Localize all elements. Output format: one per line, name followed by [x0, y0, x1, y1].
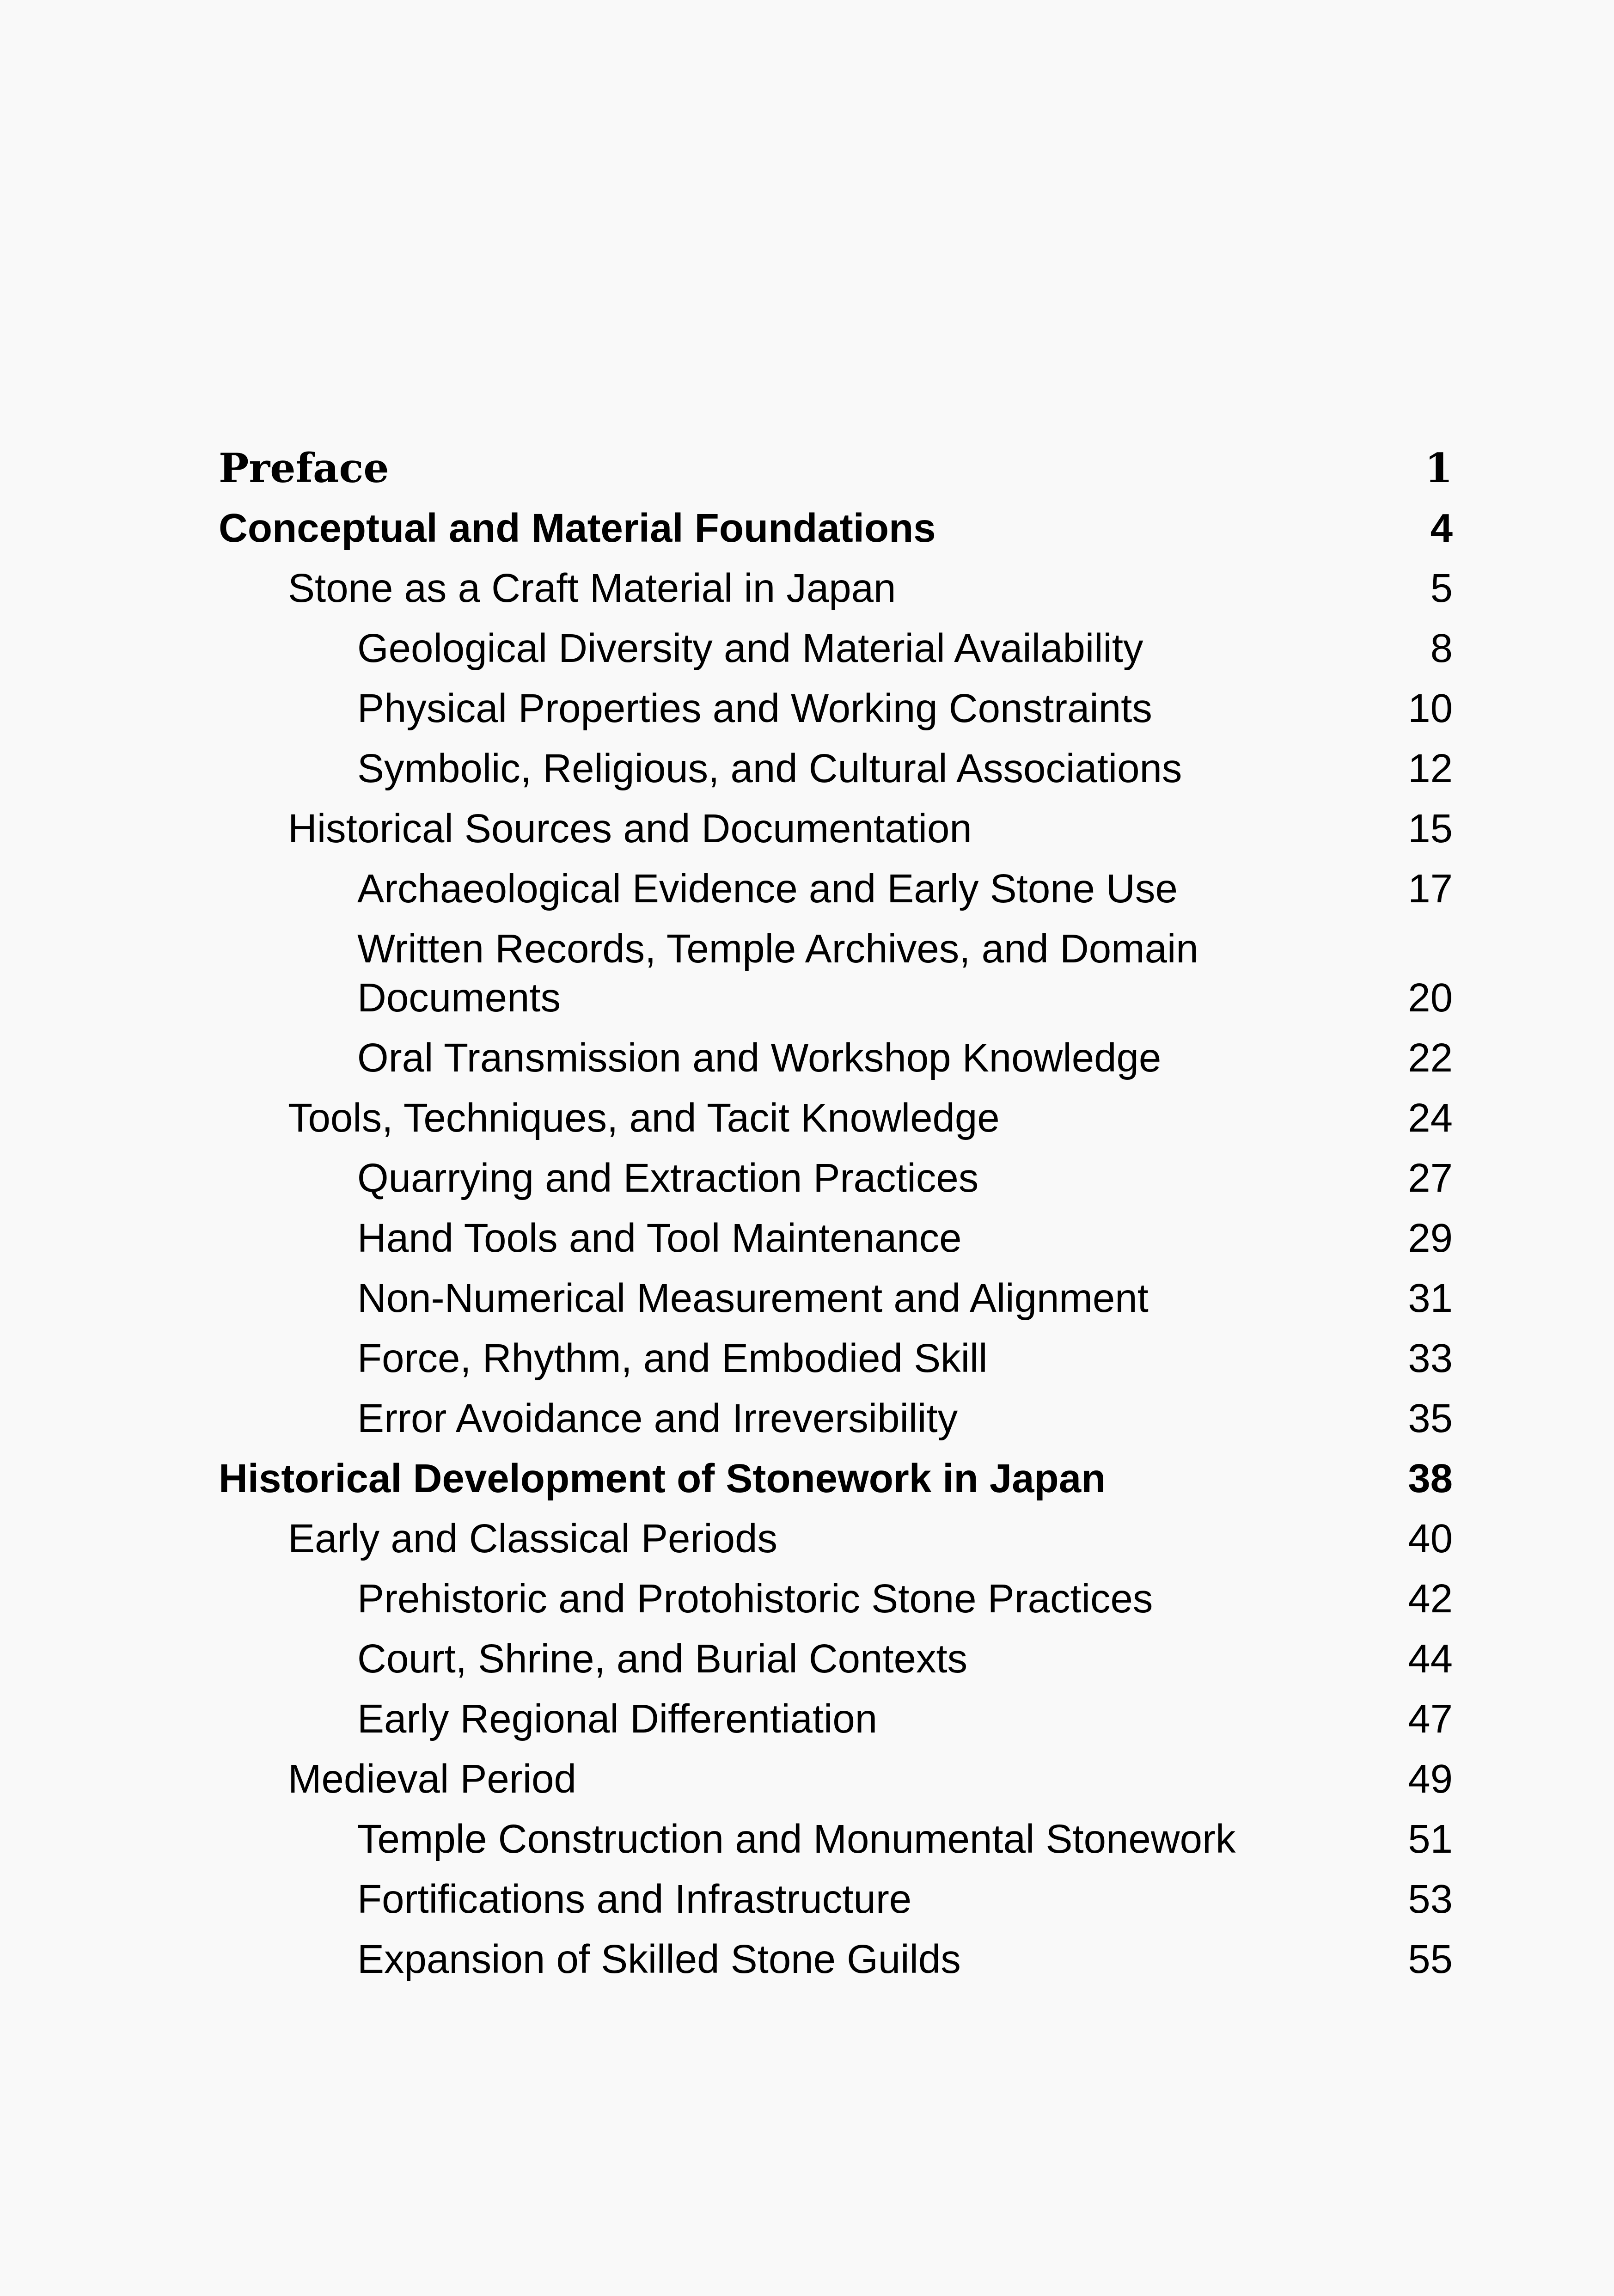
toc-entry-page-number: 15: [1408, 806, 1453, 851]
toc-entry-title: Medieval Period: [288, 1757, 576, 1801]
toc-entry-page-number: 38: [1408, 1456, 1453, 1501]
toc-entry-title: Non-Numerical Measurement and Alignment: [357, 1276, 1149, 1321]
toc-entry: [219, 1334, 1453, 1383]
toc-entry-page-number: 40: [1408, 1516, 1453, 1561]
toc-entry-title: Preface: [219, 444, 389, 492]
toc-entry-title: Hand Tools and Tool Maintenance: [357, 1216, 962, 1261]
toc-entry-title: Fortifications and Infrastructure: [357, 1877, 912, 1922]
toc-entry-page-number: 5: [1430, 566, 1453, 611]
toc-entry-title: Early and Classical Periods: [288, 1516, 777, 1561]
toc-entry: [219, 1695, 1453, 1744]
toc-entry-page-number: 53: [1408, 1877, 1453, 1922]
toc-entry: [219, 804, 1453, 853]
toc-entry-page-number: 17: [1408, 866, 1453, 911]
toc-entry-page-number: 31: [1408, 1276, 1453, 1321]
toc-entry-page-number: 55: [1408, 1937, 1453, 1982]
toc-entry-page-number: 44: [1408, 1636, 1453, 1681]
toc-entry: [219, 1815, 1453, 1864]
toc-entry-title: Written Records, Temple Archives, and Domain Documents: [357, 926, 1198, 1020]
toc-entry: [219, 744, 1453, 793]
toc-entry-title: Error Avoidance and Irreversibility: [357, 1396, 958, 1441]
toc-entry: [219, 1454, 1453, 1503]
toc-entry: [219, 925, 1453, 1022]
toc-entry-title: Historical Sources and Documentation: [288, 806, 972, 851]
toc-entry-title: Temple Construction and Monumental Stonework: [357, 1817, 1236, 1861]
toc-entry: [219, 1635, 1453, 1684]
toc-entry-title: Force, Rhythm, and Embodied Skill: [357, 1336, 988, 1381]
toc-entry-page-number: 33: [1408, 1336, 1453, 1381]
toc-entry-page-number: 8: [1430, 626, 1453, 671]
toc-entry: [219, 1034, 1453, 1083]
toc-entry-title: Court, Shrine, and Burial Contexts: [357, 1636, 968, 1681]
toc-entry: [219, 504, 1453, 553]
toc-entry-title: Expansion of Skilled Stone Guilds: [357, 1937, 961, 1982]
toc-entry: [219, 564, 1453, 613]
toc-entry-page-number: 22: [1408, 1035, 1453, 1080]
toc-entry: [219, 1935, 1453, 1984]
toc-entry-title: Symbolic, Religious, and Cultural Associations: [357, 746, 1182, 791]
toc-entry-page-number: 51: [1408, 1817, 1453, 1861]
toc-entry-page-number: 27: [1408, 1156, 1453, 1200]
toc-entry: [219, 1875, 1453, 1924]
toc-entry-title: Archaeological Evidence and Early Stone Use: [357, 866, 1178, 911]
toc-entry: [219, 1574, 1453, 1623]
toc-entry-title: Stone as a Craft Material in Japan: [288, 566, 896, 611]
toc-entry-page-number: 42: [1408, 1576, 1453, 1621]
toc-entry-page-number: 20: [1408, 975, 1453, 1020]
toc-entry: [219, 1214, 1453, 1263]
toc-entry: [219, 684, 1453, 733]
toc-entry: [219, 1094, 1453, 1143]
toc-entry-page-number: 4: [1430, 506, 1453, 551]
toc-entry-title: Early Regional Differentiation: [357, 1696, 878, 1741]
toc-entry: [219, 1274, 1453, 1323]
toc-entry-page-number: 47: [1408, 1696, 1453, 1741]
toc-entry-title: Tools, Techniques, and Tacit Knowledge: [288, 1096, 1000, 1140]
toc-entry-title: Historical Development of Stonework in Japan: [219, 1456, 1106, 1501]
toc-entry-page-number: 35: [1408, 1396, 1453, 1441]
toc-entry: [219, 444, 1453, 493]
toc-entry-title: Prehistoric and Protohistoric Stone Practices: [357, 1576, 1153, 1621]
toc-entry-title: Geological Diversity and Material Availability: [357, 626, 1143, 671]
table-of-contents: [219, 444, 1453, 1995]
toc-entry-page-number: 10: [1408, 686, 1453, 731]
toc-entry-title: Quarrying and Extraction Practices: [357, 1156, 979, 1200]
toc-entry: [219, 624, 1453, 673]
toc-entry: [219, 1394, 1453, 1443]
toc-entry-title: Physical Properties and Working Constraints: [357, 686, 1152, 731]
toc-entry-page-number: 12: [1408, 746, 1453, 791]
toc-entry: [219, 1755, 1453, 1804]
toc-entry-page-number: 29: [1408, 1216, 1453, 1261]
toc-entry: [219, 1514, 1453, 1563]
toc-entry-page-number: 1: [1424, 444, 1453, 492]
toc-entry: [219, 1154, 1453, 1203]
toc-entry-page-number: 49: [1408, 1757, 1453, 1801]
toc-entry-title: Oral Transmission and Workshop Knowledge: [357, 1035, 1162, 1080]
toc-entry: [219, 864, 1453, 913]
toc-entry-page-number: 24: [1408, 1096, 1453, 1140]
toc-entry-title: Conceptual and Material Foundations: [219, 506, 936, 551]
